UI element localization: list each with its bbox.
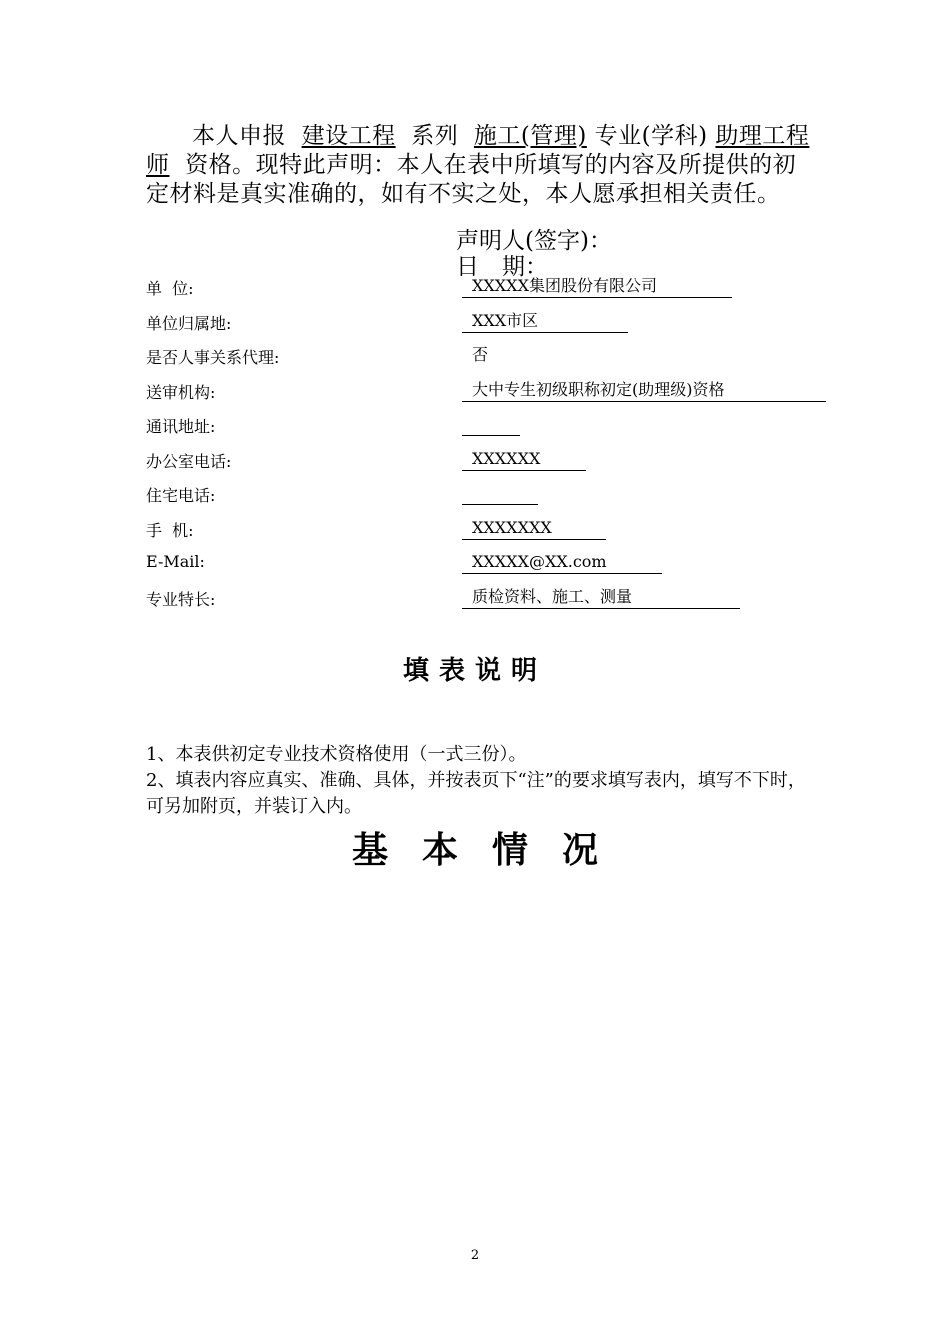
field-label: 通讯地址:: [146, 417, 216, 436]
signature-date-label: 日 期：: [456, 254, 548, 280]
field-value: 大中专生初级职称初定(助理级)资格: [462, 380, 826, 402]
field-label: 办公室电话:: [146, 452, 232, 471]
page-number: 2: [470, 1248, 480, 1263]
field-row-review-agency: [146, 380, 810, 414]
field-value: XXXXXX: [462, 449, 586, 471]
instruction-item: 2、填表内容应真实、准确、具体，并按表页下“注”的要求填写表内，填写不下时，可另加附页，并装订入内。: [146, 770, 806, 817]
qualification-value: 助理工程师: [146, 123, 810, 178]
declaration-text-4: 资格。现特此声明：本人在表中所填写的内容及所提供的初定材料是真实准确的，如有不实之处，本人愿承担相关责任。: [146, 152, 797, 207]
field-value: XXXXX@XX.com: [462, 552, 662, 574]
declaration-text-1: 本人申报: [192, 123, 286, 149]
field-label: 是否人事关系代理:: [146, 348, 280, 367]
field-value: [462, 483, 538, 505]
field-value: XXXXXXX: [462, 518, 606, 540]
field-label: 住宅电话:: [146, 486, 216, 505]
field-value: XXXXX集团股份有限公司: [462, 276, 732, 298]
field-label: E-Mail:: [146, 552, 205, 571]
field-label: 送审机构:: [146, 383, 216, 402]
major-value: 施工(管理): [473, 123, 587, 149]
field-row-specialty: [146, 587, 810, 621]
field-row-home-phone: [146, 483, 810, 517]
field-row-email: [146, 552, 810, 586]
declaration-text-2: 系列: [411, 123, 459, 149]
field-label: 单位归属地:: [146, 314, 232, 333]
field-value: XXX市区: [462, 311, 628, 333]
field-row-unit: [146, 276, 810, 310]
field-label: 手 机:: [146, 521, 194, 540]
instruction-item: 1、本表供初定专业技术资格使用（一式三份）。: [146, 744, 527, 765]
field-row-unit-location: [146, 311, 810, 345]
field-label: 专业特长:: [146, 590, 216, 609]
field-row-hr-agency: [146, 345, 810, 379]
field-value: 否: [472, 345, 489, 364]
instructions-title: 填表说明: [402, 656, 547, 686]
field-row-office-phone: [146, 449, 810, 483]
series-value: 建设工程: [301, 123, 396, 149]
declaration-paragraph: [146, 122, 810, 209]
declaration-text-3: 专业(学科): [594, 123, 708, 149]
section-title: 基本情况: [351, 830, 632, 871]
declarant-signature-label: 声明人(签字)：: [456, 228, 612, 254]
instructions-list: [146, 742, 810, 820]
field-value: [462, 414, 520, 436]
field-row-mobile: [146, 518, 810, 552]
field-row-address: [146, 414, 810, 448]
field-label: 单 位:: [146, 279, 194, 298]
field-value: 质检资料、施工、测量: [462, 587, 740, 609]
